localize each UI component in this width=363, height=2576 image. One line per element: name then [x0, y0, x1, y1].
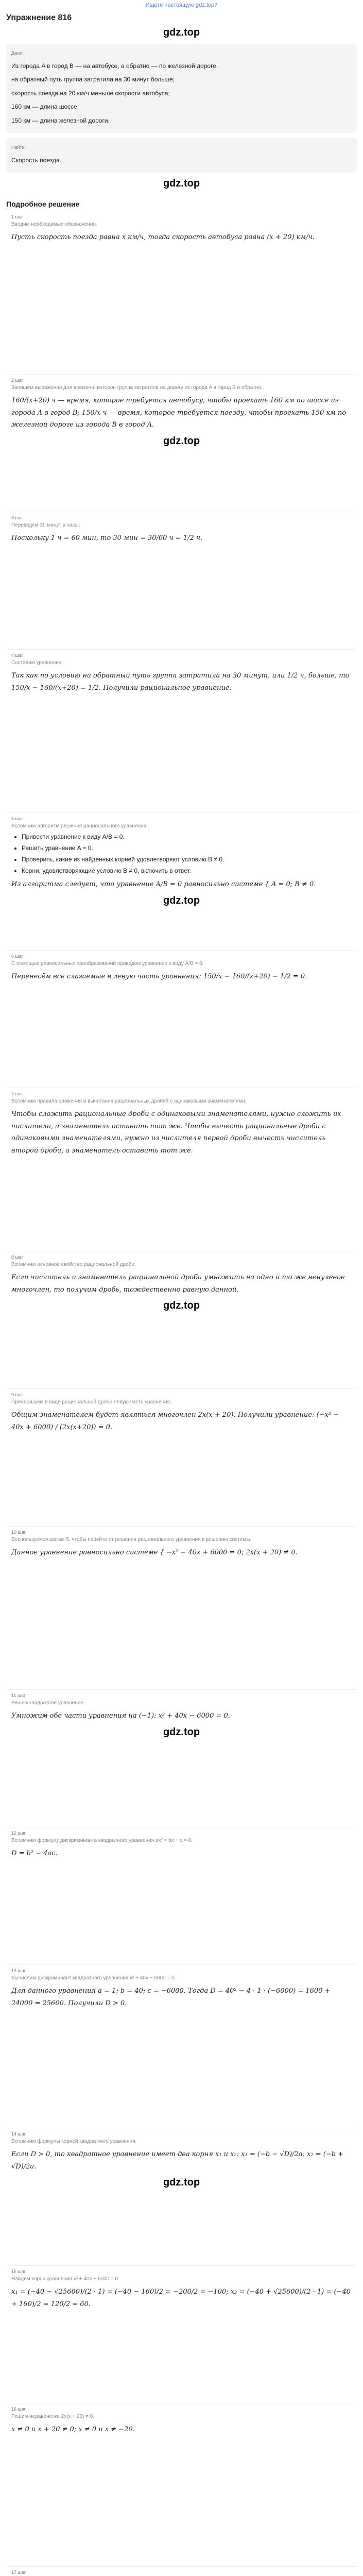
step-text: Данное уравнение равносильно системе { −x² − 40x + 6000 = 0; 2x(x + 20) ≠ 0. — [11, 1549, 298, 1557]
solution-step — [6, 1527, 357, 1690]
given-line: 160 км — длина шоссе; — [11, 103, 79, 111]
top-link[interactable]: Ищете настоящую gdz.top? — [145, 2, 218, 8]
step-text: 160/(x+20) ч — время, которое требуется автобусу, чтобы проехать 160 км по шоссе из города A в город B; 150/x ч — время, которое требуется поезду, чтобы проехать 150 км по железной дороге из города B в город A. — [11, 397, 347, 429]
steps-list — [0, 211, 363, 2576]
step-description: Вспомним формулы корней квадратного уравнения. — [11, 2139, 137, 2145]
solution-step — [6, 211, 357, 375]
step-number: 1 шаг — [11, 214, 24, 220]
page-title: Упражнение 816 — [6, 13, 72, 22]
step-text: Если D > 0, то квадратное уравнение имеет два корня x₁ и x₂: x₁ = (−b − √D)/2a; x₂ = (−b + √D)/2a. — [11, 2150, 344, 2171]
list-item: • Проверить, какие из найденных корней удовлетворяют условию B ≠ 0. — [22, 856, 352, 863]
step-text: Для данного уравнения a = 1; b = 40; c = −6000. Тогда D = 40² − 4 · 1 · (−6000) = 1600 + 24000 = 25600. Получили D > 0. — [11, 1987, 331, 2007]
solution-step — [6, 951, 357, 1088]
watermark: gdz.top — [163, 2177, 200, 2189]
solution-step — [6, 1389, 357, 1527]
step-text: x ≠ 0 и x + 20 ≠ 0; x ≠ 0 и x ≠ −20. — [11, 2426, 135, 2434]
step-text: x₁ = (−40 − √25600)/(2 · 1) = (−40 − 160)/2 = −200/2 = −100; x₂ = (−40 + √25600)/(2 · 1) = (−40 + 160)/2 = 120/2 = 60. — [11, 2288, 351, 2308]
step-number: 10 шаг — [11, 1530, 26, 1535]
step-number: 6 шаг — [11, 954, 24, 959]
solution-step — [6, 1827, 357, 1965]
top-bar — [0, 0, 363, 10]
step-text: Общим знаменателем будет являться многочлен 2x(x + 20). Получили уравнение: (−x² − 40x + 6000) / (2x(x+20)) = 0. — [11, 1411, 339, 1431]
watermark: gdz.top — [163, 1726, 200, 1738]
step-text: Чтобы сложить рациональные дроби с одинаковыми знаменателями, нужно сложить их числители, а знаменатель оставить тот же. Чтобы вычесть рациональные дроби с одинаковыми знаменателями, нужно из числителя первой дроби вычесть числитель второй дроби, а знаменатель оставить тот же. — [11, 1110, 341, 1155]
solution-step — [6, 375, 357, 512]
step-number: 8 шаг — [11, 1255, 24, 1260]
step-text: Пусть скорость поезда равна x км/ч, тогда скорость автобуса равна (x + 20) км/ч. — [11, 233, 315, 242]
step-text: Если числитель и знаменатель рациональной дроби умножить на одно и то же ненулевое многочлен, то получим дробь, тождественно равную данной. — [11, 1274, 345, 1294]
solution-step — [6, 813, 357, 951]
watermark: gdz.top — [163, 894, 200, 906]
step-description: Решим неравенство 2x(x + 20) ≠ 0. — [11, 2414, 94, 2420]
algorithm-list — [22, 833, 352, 874]
watermark: gdz.top — [163, 178, 200, 190]
given-panel — [6, 44, 357, 133]
step-number: 14 шаг — [11, 2131, 26, 2137]
solution-step — [6, 2403, 357, 2567]
step-description: Вспомним основное свойство рациональной дроби. — [11, 1262, 136, 1268]
step-number: 4 шаг — [11, 653, 24, 658]
solution-step — [6, 1690, 357, 1827]
solution-step — [6, 1251, 357, 1389]
given-tag: Дано: — [11, 50, 24, 56]
step-number: 5 шаг — [11, 816, 24, 822]
solution-step — [6, 1965, 357, 2128]
step-description: Вспомним формулу дискриминанта квадратного уравнения ax² + bx + c = 0. — [11, 1838, 193, 1844]
solution-title: Подробное решение — [6, 200, 80, 209]
step-description: Вспомним правила сложения и вычитания рациональных дробей с одинаковыми знаменателями. — [11, 1098, 247, 1105]
solution-step — [6, 2567, 357, 2576]
step-description: Вычислим дискриминант квадратного уравнения x² + 40x − 6000 = 0. — [11, 1975, 176, 1981]
step-text: Из алгоритма следует, что уравнение A/B = 0 равносильно системе { A = 0; B ≠ 0. — [11, 880, 316, 889]
step-number: 16 шаг — [11, 2406, 26, 2412]
step-text: Поскольку 1 ч = 60 мин, то 30 мин = 30/60 ч = 1/2 ч. — [11, 534, 203, 543]
step-description: Воспользуемся шагом 5, чтобы перейти от решения рационального уравнения к решению системы. — [11, 1537, 252, 1543]
step-number: 15 шаг — [11, 2269, 26, 2275]
step-description: Вводим необходимые обозначения. — [11, 222, 97, 228]
solution-step — [6, 2128, 357, 2266]
step-number: 3 шаг — [11, 515, 24, 521]
watermark: gdz.top — [163, 435, 200, 447]
step-description: Вспомним алгоритм решения рационального уравнения. — [11, 823, 148, 829]
step-text: D = b² − 4ac. — [11, 1850, 58, 1858]
step-text: Так как по условию на обратный путь группа затратила на 30 минут, или 1/2 ч, больше, то 150/x − 160/(x+20) = 1/2. Получили рациональное уравнение. — [11, 672, 350, 692]
find-text: Скорость поезда. — [11, 156, 61, 164]
given-line: Из города A в город B — на автобусе, а обратно — по железной дороге. — [11, 62, 218, 70]
list-item: • Решить уравнение A = 0. — [22, 844, 352, 852]
watermark: gdz.top — [163, 1300, 200, 1312]
step-number: 17 шаг — [11, 2570, 26, 2575]
step-text: Умножим обе части уравнения на (−1): x² + 40x − 6000 = 0. — [11, 1712, 230, 1720]
step-description: С помощью равносильных преобразований приведем уравнение к виду A/B = 0. — [11, 961, 204, 967]
find-panel — [6, 138, 357, 173]
step-description: Запишем выражения для времени, которое группа затратила на дорогу из города A в город B и обратно. — [11, 385, 263, 391]
solution-step — [6, 512, 357, 650]
step-number: 2 шаг — [11, 378, 24, 383]
step-number: 12 шаг — [11, 1831, 26, 1836]
step-description: Преобразуем в виде рациональной дроби левую часть уравнения. — [11, 1399, 171, 1405]
find-tag: Найти: — [11, 144, 26, 150]
given-line: скорость поезда на 20 км/ч меньше скорости автобуса; — [11, 89, 170, 97]
watermark: gdz.top — [163, 27, 200, 38]
step-text: Перенесём все слагаемые в левую часть уравнения: 150/x − 160/(x+20) − 1/2 = 0. — [11, 973, 307, 981]
step-number: 9 шаг — [11, 1392, 24, 1398]
step-description: Найдем корни уравнения x² + 40x − 6000 = 0. — [11, 2276, 119, 2282]
given-line: на обратный путь группа затратила на 30 минут больше; — [11, 76, 175, 83]
step-number: 11 шаг — [11, 1693, 26, 1699]
solution-step — [6, 2266, 357, 2403]
step-number: 7 шаг — [11, 1091, 24, 1097]
step-description: Составим уравнение. — [11, 660, 63, 666]
step-number: 13 шаг — [11, 1968, 26, 1974]
solution-step — [6, 650, 357, 813]
list-item: • Привести уравнение к виду A/B = 0. — [22, 833, 352, 840]
given-line: 150 км — длина железной дороги. — [11, 116, 110, 124]
list-item: • Корни, удовлетворяющие условию B ≠ 0, включить в ответ. — [22, 867, 352, 874]
solution-step — [6, 1088, 357, 1251]
step-description: Переведем 30 минут в часы. — [11, 522, 80, 529]
step-description: Решим квадратное уравнение. — [11, 1700, 85, 1706]
